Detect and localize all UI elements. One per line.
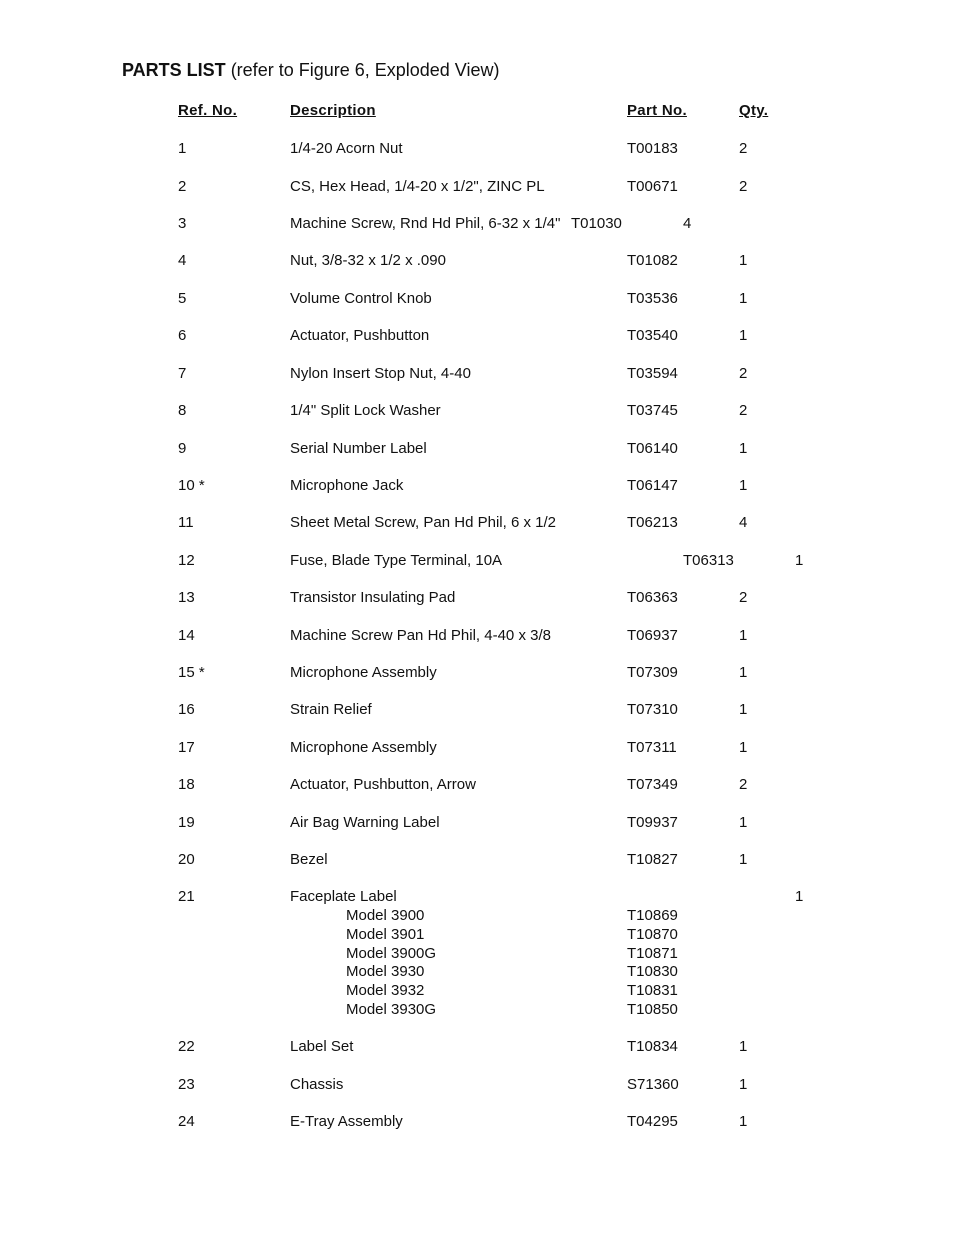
title-bold: PARTS LIST — [122, 60, 226, 80]
description-cell: Actuator, Pushbutton, Arrow — [290, 776, 476, 793]
ref-no-cell: 3 — [178, 215, 187, 232]
faceplate-model-row — [0, 1001, 954, 1020]
table-row — [0, 1076, 954, 1096]
ref-no-cell: 12 — [178, 552, 195, 569]
qty-cell: 2 — [739, 178, 748, 195]
table-row — [0, 776, 954, 796]
faceplate-model-row — [0, 945, 954, 964]
part-no-cell: T00183 — [627, 140, 678, 157]
ref-no-cell: 9 — [178, 440, 187, 457]
faceplate-model-row — [0, 907, 954, 926]
description-cell: Volume Control Knob — [290, 290, 432, 307]
part-no-cell: T03594 — [627, 365, 678, 382]
table-row — [0, 514, 954, 534]
table-row — [0, 888, 954, 908]
ref-no-cell: 11 — [178, 514, 194, 531]
qty-cell: 1 — [739, 664, 748, 681]
description-cell: Bezel — [290, 851, 328, 868]
qty-cell: 1 — [739, 814, 748, 831]
part-no-cell: T03540 — [627, 327, 678, 344]
qty-cell: 1 — [739, 440, 748, 457]
part-no-cell: T07309 — [627, 664, 678, 681]
table-row — [0, 589, 954, 609]
qty-cell: 1 — [739, 477, 748, 494]
header-description: Description — [290, 102, 376, 119]
qty-cell: 1 — [739, 327, 748, 344]
title-subtitle: (refer to Figure 6, Exploded View) — [230, 60, 500, 80]
qty-cell: 2 — [739, 776, 748, 793]
table-row — [0, 552, 954, 572]
part-no-cell: T00671 — [627, 178, 678, 195]
ref-no-cell: 16 — [178, 701, 195, 718]
qty-cell: 1 — [739, 1113, 748, 1130]
table-row — [0, 814, 954, 834]
ref-no-cell: 24 — [178, 1113, 195, 1130]
description-cell: Chassis — [290, 1076, 344, 1093]
qty-cell: 1 — [739, 627, 748, 644]
qty-cell: 1 — [739, 290, 748, 307]
ref-no-cell: 10 * — [178, 477, 205, 494]
description-cell: Faceplate Label — [290, 888, 397, 905]
header-qty: Qty. — [739, 102, 769, 119]
part-no-cell: T10871 — [627, 945, 678, 962]
qty-cell: 1 — [739, 739, 748, 756]
model-name-cell: Model 3901 — [346, 926, 425, 943]
description-cell: Air Bag Warning Label — [290, 814, 440, 831]
part-no-cell: T03536 — [627, 290, 678, 307]
part-no-cell: T10850 — [627, 1001, 678, 1018]
ref-no-cell: 19 — [178, 814, 195, 831]
part-no-cell: T09937 — [627, 814, 678, 831]
ref-no-cell: 20 — [178, 851, 195, 868]
header-part-no: Part No. — [627, 102, 687, 119]
table-row — [0, 402, 954, 422]
ref-no-cell: 2 — [178, 178, 187, 195]
description-cell: 1/4" Split Lock Washer — [290, 402, 441, 419]
part-no-cell: T06937 — [627, 627, 678, 644]
qty-cell: 1 — [795, 552, 804, 569]
qty-cell: 4 — [683, 215, 692, 232]
qty-cell: 1 — [739, 1038, 748, 1055]
table-row — [0, 664, 954, 684]
table-row — [0, 178, 954, 198]
table-row — [0, 440, 954, 460]
faceplate-model-row — [0, 926, 954, 945]
part-no-cell: T10834 — [627, 1038, 678, 1055]
faceplate-model-row — [0, 982, 954, 1001]
description-cell: Machine Screw Pan Hd Phil, 4-40 x 3/8 — [290, 627, 551, 644]
ref-no-cell: 17 — [178, 739, 195, 756]
qty-cell: 1 — [795, 888, 804, 905]
qty-cell: 4 — [739, 514, 748, 531]
description-cell: Serial Number Label — [290, 440, 427, 457]
header-ref-no: Ref. No. — [178, 102, 238, 119]
ref-no-cell: 15 * — [178, 664, 205, 681]
model-name-cell: Model 3930 — [346, 963, 425, 980]
ref-no-cell: 4 — [178, 252, 187, 269]
table-row — [0, 1038, 954, 1058]
qty-cell: 1 — [739, 252, 748, 269]
part-no-cell: T10831 — [627, 982, 678, 999]
ref-no-cell: 13 — [178, 589, 195, 606]
part-no-cell: T06313 — [683, 552, 734, 569]
qty-cell: 1 — [739, 701, 748, 718]
ref-no-cell: 21 — [178, 888, 195, 905]
model-name-cell: Model 3930G — [346, 1001, 437, 1018]
part-no-cell: T10870 — [627, 926, 678, 943]
description-cell: E-Tray Assembly — [290, 1113, 403, 1130]
part-no-cell: T07311 — [627, 739, 677, 756]
description-cell: Transistor Insulating Pad — [290, 589, 456, 606]
ref-no-cell: 7 — [178, 365, 187, 382]
table-row — [0, 851, 954, 871]
table-row — [0, 215, 954, 235]
table-row — [0, 365, 954, 385]
ref-no-cell: 6 — [178, 327, 187, 344]
description-cell: Actuator, Pushbutton — [290, 327, 430, 344]
ref-no-cell: 8 — [178, 402, 187, 419]
ref-no-cell: 5 — [178, 290, 187, 307]
table-row — [0, 1113, 954, 1133]
part-no-cell: T07349 — [627, 776, 678, 793]
part-no-cell: T06147 — [627, 477, 678, 494]
table-row — [0, 627, 954, 647]
description-cell: Machine Screw, Rnd Hd Phil, 6-32 x 1/4" — [290, 215, 561, 232]
part-no-cell: T10830 — [627, 963, 678, 980]
description-cell: Strain Relief — [290, 701, 372, 718]
part-no-cell: T10827 — [627, 851, 678, 868]
part-no-cell: T06213 — [627, 514, 678, 531]
model-name-cell: Model 3900 — [346, 907, 425, 924]
ref-no-cell: 14 — [178, 627, 195, 644]
qty-cell: 2 — [739, 365, 748, 382]
qty-cell: 1 — [739, 1076, 748, 1093]
description-cell: Nut, 3/8-32 x 1/2 x .090 — [290, 252, 446, 269]
model-name-cell: Model 3900G — [346, 945, 437, 962]
description-cell: Fuse, Blade Type Terminal, 10A — [290, 552, 503, 569]
page-title — [122, 60, 499, 81]
ref-no-cell: 1 — [178, 140, 187, 157]
part-no-cell: T01082 — [627, 252, 678, 269]
part-no-cell: T06363 — [627, 589, 678, 606]
qty-cell: 2 — [739, 402, 748, 419]
qty-cell: 2 — [739, 140, 748, 157]
part-no-cell: S71360 — [627, 1076, 679, 1093]
table-row — [0, 477, 954, 497]
table-row — [0, 290, 954, 310]
table-row — [0, 701, 954, 721]
part-no-cell: T07310 — [627, 701, 678, 718]
faceplate-model-row — [0, 963, 954, 982]
description-cell: 1/4-20 Acorn Nut — [290, 140, 403, 157]
qty-cell: 1 — [739, 851, 748, 868]
table-row — [0, 327, 954, 347]
part-no-cell: T01030 — [571, 215, 622, 232]
description-cell: Microphone Assembly — [290, 739, 437, 756]
description-cell: Sheet Metal Screw, Pan Hd Phil, 6 x 1/2 — [290, 514, 556, 531]
description-cell: Nylon Insert Stop Nut, 4-40 — [290, 365, 471, 382]
part-no-cell: T10869 — [627, 907, 678, 924]
description-cell: CS, Hex Head, 1/4-20 x 1/2", ZINC PL — [290, 178, 545, 195]
model-name-cell: Model 3932 — [346, 982, 425, 999]
table-row — [0, 252, 954, 272]
table-row — [0, 739, 954, 759]
part-no-cell: T04295 — [627, 1113, 678, 1130]
part-no-cell: T03745 — [627, 402, 678, 419]
table-row — [0, 140, 954, 160]
ref-no-cell: 18 — [178, 776, 195, 793]
description-cell: Label Set — [290, 1038, 354, 1055]
description-cell: Microphone Assembly — [290, 664, 437, 681]
part-no-cell: T06140 — [627, 440, 678, 457]
ref-no-cell: 22 — [178, 1038, 195, 1055]
description-cell: Microphone Jack — [290, 477, 404, 494]
qty-cell: 2 — [739, 589, 748, 606]
ref-no-cell: 23 — [178, 1076, 195, 1093]
